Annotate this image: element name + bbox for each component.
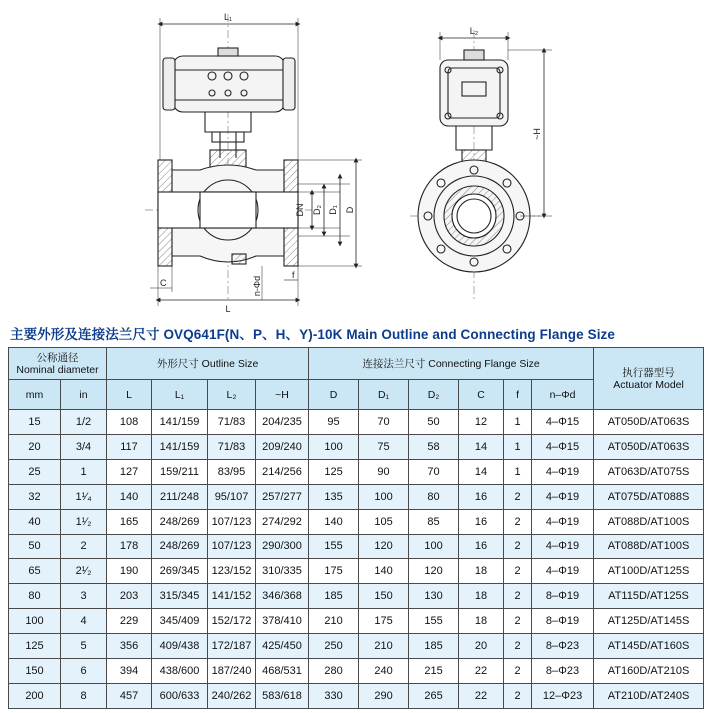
table-cell: 14 <box>459 459 504 484</box>
table-cell: 1 <box>504 410 532 435</box>
table-cell: 4–Φ19 <box>532 509 594 534</box>
table-cell: 2¹⁄₂ <box>61 559 107 584</box>
table-cell: 229 <box>107 609 152 634</box>
table-cell: 1 <box>61 459 107 484</box>
label-L2: L₂ <box>469 26 479 36</box>
table-cell: 165 <box>107 509 152 534</box>
table-cell: 125 <box>9 634 61 659</box>
column-header: ~H <box>256 380 309 410</box>
table-cell: 141/152 <box>208 584 256 609</box>
table-cell: 265 <box>409 683 459 708</box>
table-cell: 409/438 <box>152 634 208 659</box>
table-cell: 20 <box>9 434 61 459</box>
column-header: D₁ <box>359 380 409 410</box>
table-cell: 50 <box>409 410 459 435</box>
table-cell: 310/335 <box>256 559 309 584</box>
table-cell: 155 <box>409 609 459 634</box>
side-view <box>410 30 552 300</box>
table-cell: AT160D/AT210S <box>594 659 704 684</box>
table-cell: 120 <box>359 534 409 559</box>
table-cell: 16 <box>459 534 504 559</box>
column-header: L₁ <box>152 380 208 410</box>
table-cell: 70 <box>359 410 409 435</box>
table-cell: AT115D/AT125S <box>594 584 704 609</box>
table-cell: 85 <box>409 509 459 534</box>
table-cell: 16 <box>459 509 504 534</box>
table-cell: 600/633 <box>152 683 208 708</box>
table-cell: 345/409 <box>152 609 208 634</box>
label-D1: D₁ <box>328 205 338 215</box>
table-cell: 280 <box>309 659 359 684</box>
table-cell: 130 <box>409 584 459 609</box>
label-n-phi-d: n-Φd <box>252 275 262 297</box>
table-cell: 190 <box>107 559 152 584</box>
table-cell: 40 <box>9 509 61 534</box>
technical-drawing <box>0 0 711 322</box>
table-cell: 123/152 <box>208 559 256 584</box>
table-cell: 125 <box>309 459 359 484</box>
table-cell: 4–Φ19 <box>532 459 594 484</box>
table-cell: 175 <box>309 559 359 584</box>
table-cell: 100 <box>9 609 61 634</box>
front-view <box>145 14 362 306</box>
column-header: L₂ <box>208 380 256 410</box>
column-header: mm <box>9 380 61 410</box>
label-D2: D₂ <box>312 205 322 215</box>
table-cell: 257/277 <box>256 484 309 509</box>
table-cell: AT088D/AT100S <box>594 509 704 534</box>
header-nominal-cn: 公称通径 <box>36 351 79 364</box>
table-row <box>9 634 704 659</box>
header-actuator <box>594 348 704 410</box>
table-row <box>9 534 704 559</box>
column-header: L <box>107 380 152 410</box>
table-cell: 140 <box>107 484 152 509</box>
table-cell: 425/450 <box>256 634 309 659</box>
header-actuator-en: Actuator Model <box>613 378 684 391</box>
table-cell: 330 <box>309 683 359 708</box>
header-nominal <box>9 348 107 380</box>
table-cell: 155 <box>309 534 359 559</box>
table-row <box>9 410 704 435</box>
table-cell: 2 <box>504 634 532 659</box>
table-cell: 4 <box>61 609 107 634</box>
table-cell: 150 <box>359 584 409 609</box>
table-cell: 185 <box>309 584 359 609</box>
table-cell: 211/248 <box>152 484 208 509</box>
table-cell: 378/410 <box>256 609 309 634</box>
table-cell: 4–Φ15 <box>532 434 594 459</box>
table-cell: 2 <box>504 534 532 559</box>
table-cell: AT075D/AT088S <box>594 484 704 509</box>
table-cell: 187/240 <box>208 659 256 684</box>
table-cell: 25 <box>9 459 61 484</box>
table-cell: 12 <box>459 410 504 435</box>
table-cell: 240 <box>359 659 409 684</box>
table-cell: 468/531 <box>256 659 309 684</box>
table-cell: 4–Φ19 <box>532 559 594 584</box>
table-row <box>9 584 704 609</box>
table-cell: 346/368 <box>256 584 309 609</box>
table-cell: 203 <box>107 584 152 609</box>
table-row <box>9 509 704 534</box>
table-cell: 2 <box>504 683 532 708</box>
table-cell: 70 <box>409 459 459 484</box>
table-cell: 1/2 <box>61 410 107 435</box>
table-row <box>9 459 704 484</box>
table-body <box>9 410 704 709</box>
table-cell: 2 <box>504 584 532 609</box>
table-cell: 3/4 <box>61 434 107 459</box>
table-cell: AT063D/AT075S <box>594 459 704 484</box>
table-row <box>9 659 704 684</box>
table-cell: AT210D/AT240S <box>594 683 704 708</box>
table-cell: 150 <box>9 659 61 684</box>
table-cell: AT145D/AT160S <box>594 634 704 659</box>
column-header: in <box>61 380 107 410</box>
header-flange: 连接法兰尺寸 Connecting Flange Size <box>309 348 594 380</box>
table-cell: 394 <box>107 659 152 684</box>
table-cell: 120 <box>409 559 459 584</box>
table-cell: 4–Φ19 <box>532 534 594 559</box>
table-cell: 16 <box>459 484 504 509</box>
table-cell: 214/256 <box>256 459 309 484</box>
label-H: ~H <box>532 128 542 140</box>
table-cell: 22 <box>459 659 504 684</box>
table-cell: 2 <box>61 534 107 559</box>
table-cell: 8–Φ19 <box>532 609 594 634</box>
table-cell: 80 <box>9 584 61 609</box>
column-header: D <box>309 380 359 410</box>
table-cell: 3 <box>61 584 107 609</box>
table-cell: 90 <box>359 459 409 484</box>
column-header: C <box>459 380 504 410</box>
table-cell: 2 <box>504 484 532 509</box>
table-cell: 240/262 <box>208 683 256 708</box>
table-cell: 140 <box>309 509 359 534</box>
table-cell: 438/600 <box>152 659 208 684</box>
table-cell: 2 <box>504 659 532 684</box>
table-cell: 290 <box>359 683 409 708</box>
table-cell: 83/95 <box>208 459 256 484</box>
column-header: f <box>504 380 532 410</box>
label-DN: DN <box>295 203 305 217</box>
header-outline: 外形尺寸 Outline Size <box>107 348 309 380</box>
header-nominal-en: Nominal diameter <box>16 363 99 376</box>
table-cell: 1¹⁄₂ <box>61 509 107 534</box>
table-cell: AT050D/AT063S <box>594 434 704 459</box>
label-D: D <box>345 206 355 214</box>
table-cell: AT050D/AT063S <box>594 410 704 435</box>
table-cell: 100 <box>309 434 359 459</box>
table-cell: 71/83 <box>208 410 256 435</box>
table-cell: 107/123 <box>208 509 256 534</box>
table-cell: 204/235 <box>256 410 309 435</box>
column-header: D₂ <box>409 380 459 410</box>
table-cell: 2 <box>504 609 532 634</box>
table-cell: AT100D/AT125S <box>594 559 704 584</box>
label-L1: L₁ <box>223 12 233 22</box>
table-cell: 1 <box>504 434 532 459</box>
table-cell: 15 <box>9 410 61 435</box>
table-cell: 18 <box>459 609 504 634</box>
table-cell: 4–Φ19 <box>532 484 594 509</box>
table-cell: 8–Φ23 <box>532 659 594 684</box>
table-cell: 457 <box>107 683 152 708</box>
label-L: L <box>225 304 231 314</box>
table-cell: 105 <box>359 509 409 534</box>
table-cell: 71/83 <box>208 434 256 459</box>
table-cell: 50 <box>9 534 61 559</box>
table-cell: 18 <box>459 559 504 584</box>
table-row <box>9 434 704 459</box>
table-cell: 2 <box>504 559 532 584</box>
table-cell: 75 <box>359 434 409 459</box>
table-cell: 4–Φ15 <box>532 410 594 435</box>
table-cell: 269/345 <box>152 559 208 584</box>
label-f: f <box>292 270 295 280</box>
table-row <box>9 559 704 584</box>
table-cell: 95/107 <box>208 484 256 509</box>
table-cell: 152/172 <box>208 609 256 634</box>
table-cell: 58 <box>409 434 459 459</box>
table-cell: 80 <box>409 484 459 509</box>
table-cell: 117 <box>107 434 152 459</box>
table-cell: 583/618 <box>256 683 309 708</box>
table-cell: 248/269 <box>152 509 208 534</box>
table-cell: 107/123 <box>208 534 256 559</box>
table-cell: 175 <box>359 609 409 634</box>
table-cell: 274/292 <box>256 509 309 534</box>
section-title: 主要外形及连接法兰尺寸 OVQ641F(N、P、H、Y)-10K Main Outline and Connecting Flange Size <box>10 327 616 342</box>
table-cell: 250 <box>309 634 359 659</box>
table-cell: 65 <box>9 559 61 584</box>
table-cell: 315/345 <box>152 584 208 609</box>
table-cell: 290/300 <box>256 534 309 559</box>
table-cell: 100 <box>359 484 409 509</box>
table-cell: 200 <box>9 683 61 708</box>
table-cell: 172/187 <box>208 634 256 659</box>
table-cell: 185 <box>409 634 459 659</box>
table-cell: 141/159 <box>152 410 208 435</box>
table-cell: 108 <box>107 410 152 435</box>
table-cell: 1 <box>504 459 532 484</box>
column-header: n–Φd <box>532 380 594 410</box>
table-cell: 95 <box>309 410 359 435</box>
table-cell: 20 <box>459 634 504 659</box>
table-row <box>9 683 704 708</box>
table-cell: AT088D/AT100S <box>594 534 704 559</box>
table-cell: 215 <box>409 659 459 684</box>
table-cell: 141/159 <box>152 434 208 459</box>
table-cell: 140 <box>359 559 409 584</box>
table-cell: 209/240 <box>256 434 309 459</box>
table-row <box>9 609 704 634</box>
table-cell: 14 <box>459 434 504 459</box>
table-cell: 210 <box>309 609 359 634</box>
table-cell: 135 <box>309 484 359 509</box>
table-cell: 127 <box>107 459 152 484</box>
table-cell: 8–Φ19 <box>532 584 594 609</box>
table-cell: 248/269 <box>152 534 208 559</box>
table-cell: 178 <box>107 534 152 559</box>
table-cell: 8–Φ23 <box>532 634 594 659</box>
table-cell: 12–Φ23 <box>532 683 594 708</box>
table-cell: 5 <box>61 634 107 659</box>
table-cell: 159/211 <box>152 459 208 484</box>
actuator-body <box>173 56 285 112</box>
table-cell: 210 <box>359 634 409 659</box>
header-actuator-cn: 执行器型号 <box>622 366 675 379</box>
label-C: C <box>160 278 167 288</box>
table-row <box>9 484 704 509</box>
table-cell: 18 <box>459 584 504 609</box>
table-cell: AT125D/AT145S <box>594 609 704 634</box>
table-cell: 6 <box>61 659 107 684</box>
table-cell: 2 <box>504 509 532 534</box>
table-cell: 100 <box>409 534 459 559</box>
table-cell: 1¹⁄₄ <box>61 484 107 509</box>
table-cell: 22 <box>459 683 504 708</box>
spec-table <box>8 347 704 709</box>
table-cell: 356 <box>107 634 152 659</box>
table-cell: 8 <box>61 683 107 708</box>
table-cell: 32 <box>9 484 61 509</box>
